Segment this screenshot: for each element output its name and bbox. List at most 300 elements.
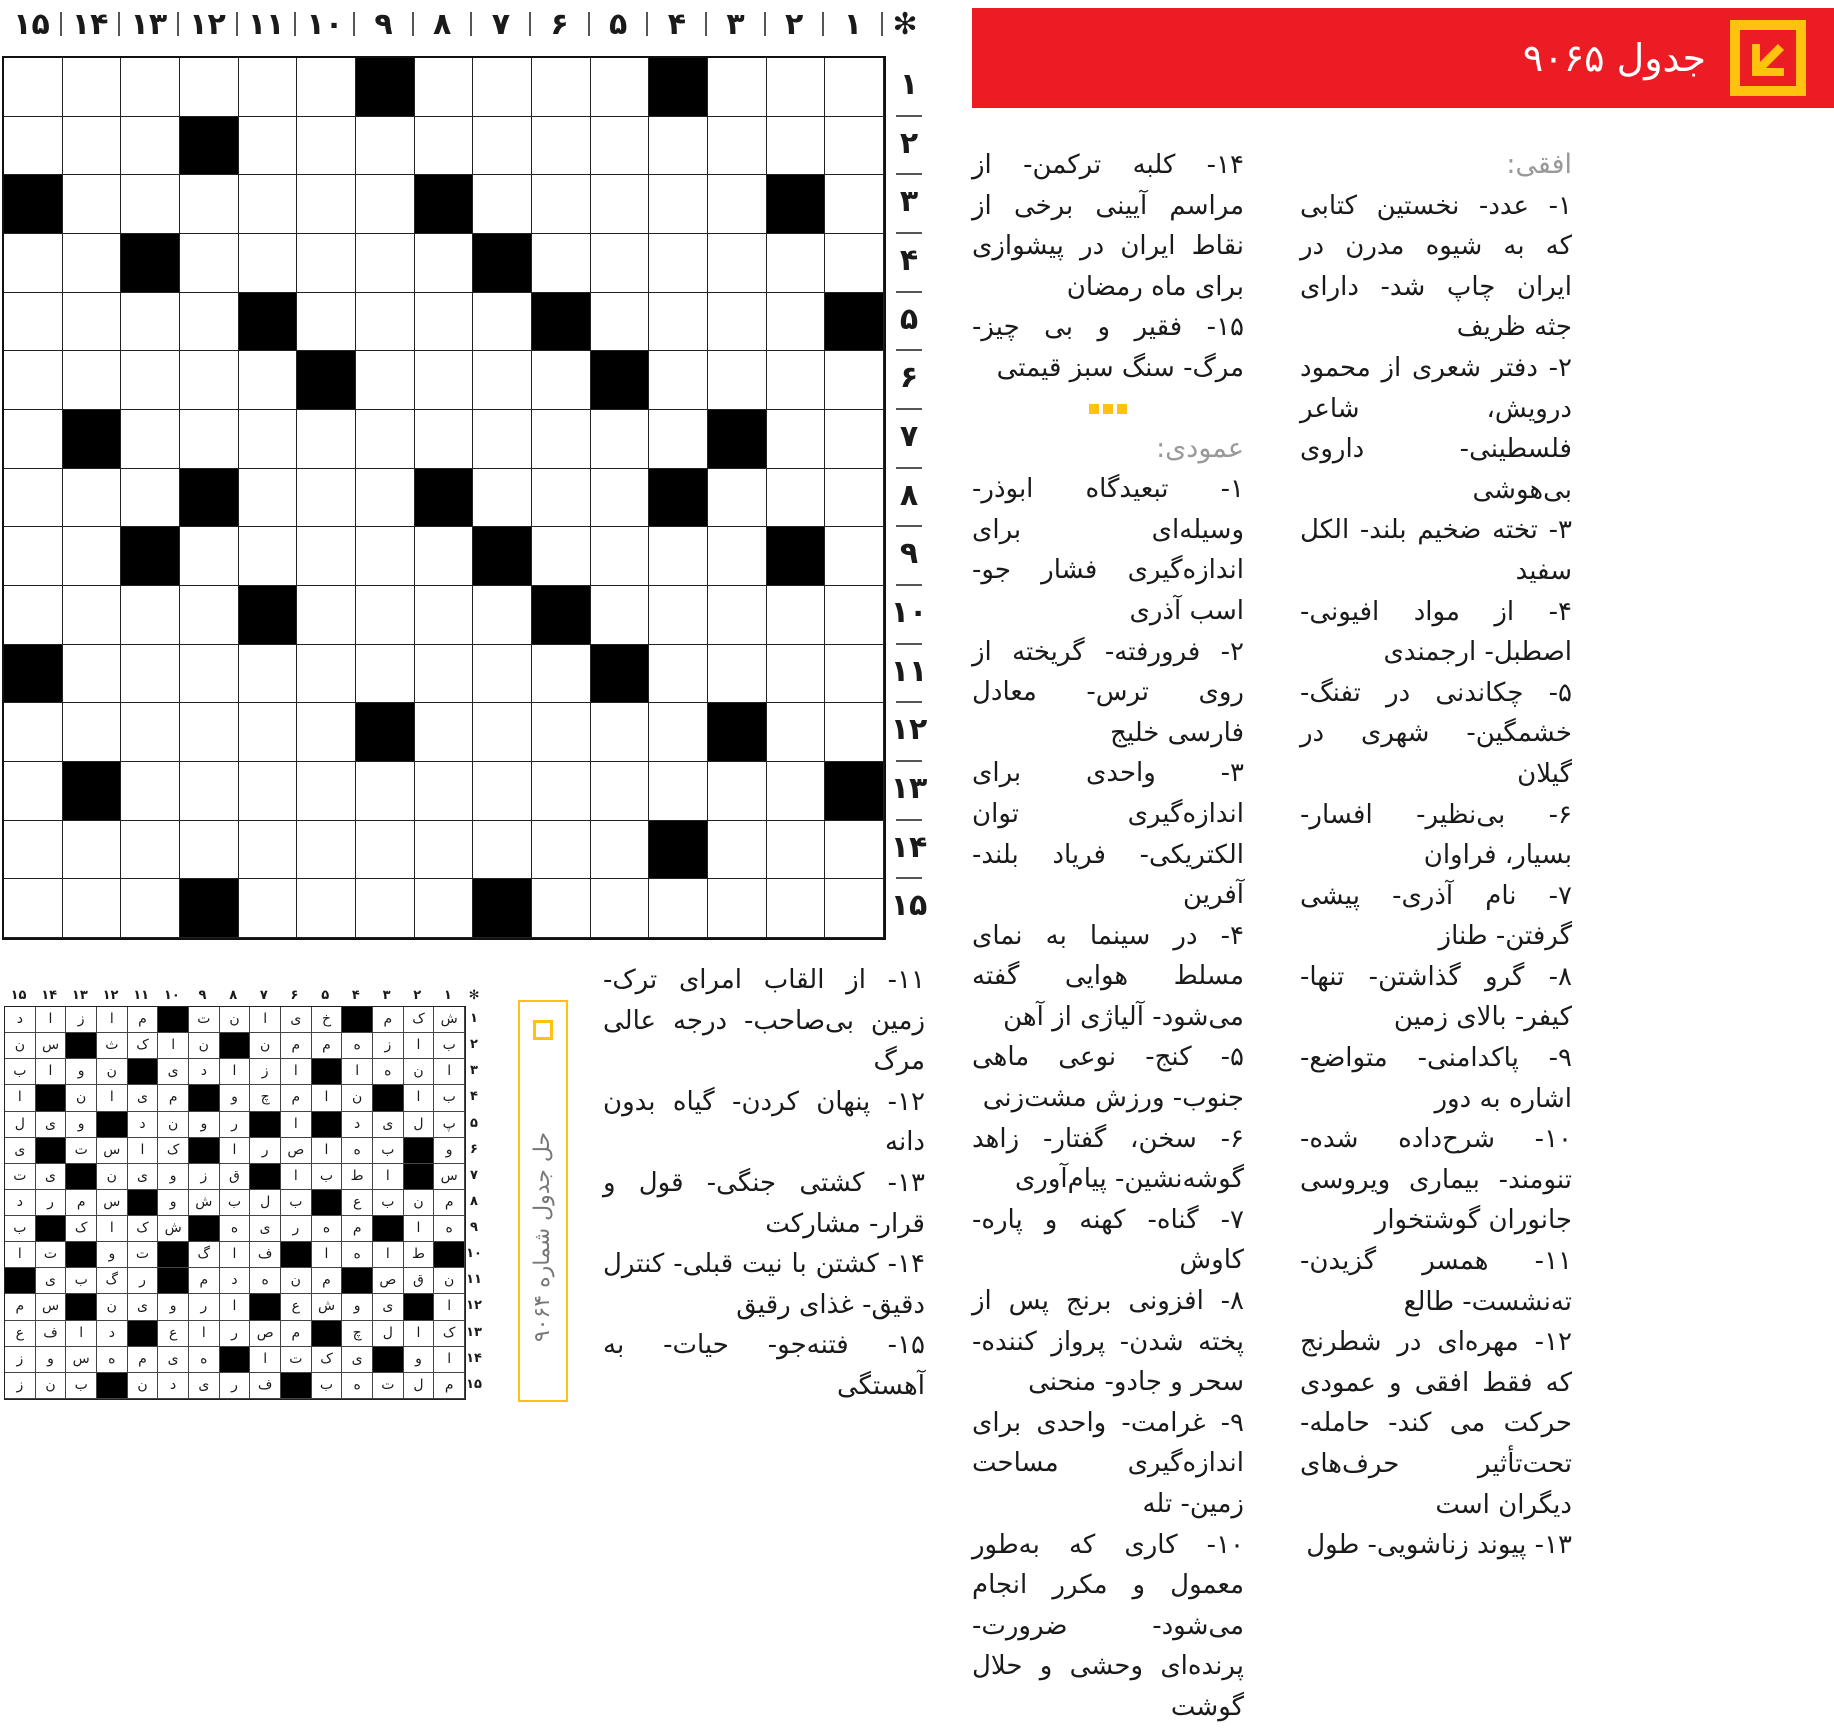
grid-cell[interactable] xyxy=(4,58,63,117)
grid-cell[interactable] xyxy=(591,58,650,117)
grid-cell[interactable] xyxy=(297,645,356,704)
column-number: ۱۵ xyxy=(13,7,50,42)
solution-cell: ب xyxy=(5,1059,36,1085)
solution-cell: ا xyxy=(404,1321,435,1347)
grid-cell[interactable] xyxy=(4,293,63,352)
grid-cell[interactable] xyxy=(356,410,415,469)
grid-cell[interactable] xyxy=(63,821,122,880)
grid-cell[interactable] xyxy=(708,58,767,117)
column-number: ۸ xyxy=(433,7,452,42)
grid-cell[interactable] xyxy=(121,762,180,821)
black-cell xyxy=(649,821,708,880)
grid-cell[interactable] xyxy=(415,703,474,762)
grid-cell[interactable] xyxy=(708,586,767,645)
grid-cell[interactable] xyxy=(415,762,474,821)
grid-cell[interactable] xyxy=(825,117,884,176)
solution-cell: ط xyxy=(404,1242,435,1268)
grid-cell[interactable] xyxy=(649,586,708,645)
grid-cell[interactable] xyxy=(180,410,239,469)
grid-cell[interactable] xyxy=(415,586,474,645)
solution-cell: س xyxy=(36,1033,67,1059)
solution-cell: ق xyxy=(404,1268,435,1294)
grid-cell[interactable] xyxy=(532,879,591,938)
black-cell xyxy=(63,410,122,469)
grid-cell[interactable] xyxy=(63,703,122,762)
row-separator xyxy=(896,291,922,293)
grid-cell[interactable] xyxy=(415,645,474,704)
solution-cell: ش xyxy=(434,1007,465,1033)
grid-cell[interactable] xyxy=(767,645,826,704)
grid-cell[interactable] xyxy=(415,351,474,410)
grid-cell[interactable] xyxy=(121,703,180,762)
grid-cell[interactable] xyxy=(708,351,767,410)
solution-cell: ن xyxy=(250,1033,281,1059)
solution-cell: ا xyxy=(312,1085,343,1111)
grid-cell[interactable] xyxy=(4,821,63,880)
grid-cell[interactable] xyxy=(4,117,63,176)
solution-cell: د xyxy=(342,1112,373,1138)
solution-cell: ا xyxy=(281,1164,312,1190)
grid-cell[interactable] xyxy=(63,645,122,704)
grid-cell[interactable] xyxy=(4,351,63,410)
grid-cell[interactable] xyxy=(4,586,63,645)
grid-cell[interactable] xyxy=(825,645,884,704)
across-heading: افقی: xyxy=(1506,149,1572,180)
grid-cell[interactable] xyxy=(356,586,415,645)
grid-cell[interactable] xyxy=(356,234,415,293)
solution-cell: ر xyxy=(220,1112,251,1138)
grid-cell[interactable] xyxy=(356,879,415,938)
column-number: ۵ xyxy=(609,7,628,42)
grid-cell[interactable] xyxy=(121,410,180,469)
grid-cell[interactable] xyxy=(767,879,826,938)
grid-cell[interactable] xyxy=(297,234,356,293)
black-cell xyxy=(356,58,415,117)
grid-cell[interactable] xyxy=(63,117,122,176)
grid-cell[interactable] xyxy=(356,469,415,528)
grid-cell[interactable] xyxy=(825,469,884,528)
solution-cell: ه xyxy=(250,1268,281,1294)
solution-black-cell xyxy=(158,1007,189,1033)
solution-black-cell xyxy=(342,1007,373,1033)
grid-cell[interactable] xyxy=(63,879,122,938)
grid-cell[interactable] xyxy=(4,410,63,469)
grid-cell[interactable] xyxy=(356,175,415,234)
grid-cell[interactable] xyxy=(767,410,826,469)
grid-cell[interactable] xyxy=(591,469,650,528)
grid-cell[interactable] xyxy=(532,469,591,528)
grid-cell[interactable] xyxy=(473,293,532,352)
solution-cell: ا xyxy=(97,1007,128,1033)
grid-cell[interactable] xyxy=(297,117,356,176)
down-clue: ۱۵- فتنه‌جو- حیات- به آهستگی xyxy=(603,1330,925,1401)
column-number: ۶ xyxy=(550,7,569,42)
grid-cell[interactable] xyxy=(356,117,415,176)
solution-black-cell xyxy=(220,1033,251,1059)
grid-cell[interactable] xyxy=(591,879,650,938)
grid-cell[interactable] xyxy=(825,58,884,117)
solution-cell: ه xyxy=(97,1347,128,1373)
grid-cell[interactable] xyxy=(825,879,884,938)
grid-cell[interactable] xyxy=(180,586,239,645)
grid-cell[interactable] xyxy=(297,293,356,352)
grid-cell[interactable] xyxy=(767,58,826,117)
solution-black-cell xyxy=(250,1112,281,1138)
solution-cell: ت xyxy=(281,1347,312,1373)
grid-cell[interactable] xyxy=(121,175,180,234)
grid-cell[interactable] xyxy=(649,351,708,410)
crossword-grid xyxy=(2,56,886,940)
grid-cell[interactable] xyxy=(473,58,532,117)
solution-cell: ا xyxy=(220,1242,251,1268)
solution-cell: ا xyxy=(66,1321,97,1347)
grid-cell[interactable] xyxy=(767,586,826,645)
grid-cell[interactable] xyxy=(649,117,708,176)
solution-cell: ا xyxy=(434,1294,465,1320)
grid-cell[interactable] xyxy=(473,762,532,821)
column-number-header xyxy=(0,4,940,46)
grid-cell[interactable] xyxy=(239,117,298,176)
grid-cell[interactable] xyxy=(473,586,532,645)
solution-black-cell xyxy=(434,1242,465,1268)
grid-cell[interactable] xyxy=(121,469,180,528)
solution-cell: ه xyxy=(373,1059,404,1085)
solution-cell: ی xyxy=(128,1294,159,1320)
grid-cell[interactable] xyxy=(473,351,532,410)
grid-cell[interactable] xyxy=(121,879,180,938)
grid-cell[interactable] xyxy=(591,821,650,880)
grid-cell[interactable] xyxy=(825,527,884,586)
black-cell xyxy=(532,586,591,645)
grid-cell[interactable] xyxy=(63,175,122,234)
solution-cell: ا xyxy=(281,1059,312,1085)
solution-cell: ب xyxy=(373,1190,404,1216)
grid-cell[interactable] xyxy=(121,117,180,176)
grid-cell[interactable] xyxy=(239,234,298,293)
grid-cell[interactable] xyxy=(239,58,298,117)
row-number: ۷ xyxy=(899,419,919,455)
grid-cell[interactable] xyxy=(4,469,63,528)
grid-cell[interactable] xyxy=(591,293,650,352)
grid-cell[interactable] xyxy=(532,527,591,586)
black-cell xyxy=(473,234,532,293)
row-separator xyxy=(896,525,922,527)
row-number: ۵ xyxy=(899,301,919,337)
row-number: ۸ xyxy=(899,477,919,513)
grid-cell[interactable] xyxy=(297,58,356,117)
grid-cell[interactable] xyxy=(708,234,767,293)
grid-cell[interactable] xyxy=(415,234,474,293)
solution-black-cell xyxy=(128,1059,159,1085)
grid-cell[interactable] xyxy=(591,703,650,762)
solution-cell: ن xyxy=(66,1085,97,1111)
solution-black-cell xyxy=(281,1242,312,1268)
solution-cell: د xyxy=(97,1321,128,1347)
across-clue: ۱۳- پیوند زناشویی- طول xyxy=(1306,1530,1572,1561)
grid-cell[interactable] xyxy=(532,351,591,410)
grid-cell[interactable] xyxy=(591,527,650,586)
grid-cell[interactable] xyxy=(180,645,239,704)
solution-cell: ن xyxy=(189,1033,220,1059)
grid-cell[interactable] xyxy=(649,527,708,586)
grid-cell[interactable] xyxy=(180,234,239,293)
grid-cell[interactable] xyxy=(473,410,532,469)
solution-cell: چ xyxy=(342,1321,373,1347)
grid-cell[interactable] xyxy=(63,293,122,352)
solution-black-cell xyxy=(36,1085,67,1111)
grid-cell[interactable] xyxy=(825,410,884,469)
grid-cell[interactable] xyxy=(532,703,591,762)
grid-cell[interactable] xyxy=(473,175,532,234)
grid-cell[interactable] xyxy=(825,821,884,880)
solution-black-cell xyxy=(66,1242,97,1268)
grid-cell[interactable] xyxy=(239,351,298,410)
grid-cell[interactable] xyxy=(825,234,884,293)
grid-cell[interactable] xyxy=(415,117,474,176)
grid-cell[interactable] xyxy=(767,234,826,293)
solution-cell: ث xyxy=(97,1033,128,1059)
grid-cell[interactable] xyxy=(356,293,415,352)
solution-cell: و xyxy=(189,1112,220,1138)
grid-cell[interactable] xyxy=(591,175,650,234)
grid-cell[interactable] xyxy=(473,703,532,762)
solution-cell: ی xyxy=(36,1112,67,1138)
grid-cell[interactable] xyxy=(473,469,532,528)
grid-cell[interactable] xyxy=(239,703,298,762)
grid-cell[interactable] xyxy=(649,762,708,821)
grid-cell[interactable] xyxy=(297,410,356,469)
solution-cell: ر xyxy=(189,1294,220,1320)
solution-cell: و xyxy=(220,1085,251,1111)
grid-cell[interactable] xyxy=(180,703,239,762)
solution-column-number: ۹ xyxy=(198,988,207,1003)
grid-cell[interactable] xyxy=(180,762,239,821)
across-clue: ۱- عدد- نخستین کتابی که به شیوه مدرن در ایران چاپ شد- دارای جثه ظریف xyxy=(1300,190,1572,343)
black-cell xyxy=(4,645,63,704)
solution-cell: ط xyxy=(342,1164,373,1190)
solution-cell: ب xyxy=(220,1190,251,1216)
grid-cell[interactable] xyxy=(708,293,767,352)
grid-cell[interactable] xyxy=(591,586,650,645)
solution-cell: ل xyxy=(250,1190,281,1216)
solution-cell: ر xyxy=(220,1321,251,1347)
grid-cell[interactable] xyxy=(532,762,591,821)
grid-cell[interactable] xyxy=(767,293,826,352)
column-separator xyxy=(118,12,120,36)
column-separator xyxy=(764,12,766,36)
grid-cell[interactable] xyxy=(121,586,180,645)
grid-cell[interactable] xyxy=(473,821,532,880)
grid-cell[interactable] xyxy=(239,879,298,938)
row-number: ۱ xyxy=(899,67,919,102)
down-clue: ۱۲- پنهان کردن- گیاه بدون دانه xyxy=(603,1086,925,1158)
across-clue: ۹- پاکدامنی- متواضع- اشاره به دور xyxy=(1300,1043,1572,1114)
column-separator xyxy=(177,12,179,36)
black-cell xyxy=(180,469,239,528)
grid-cell[interactable] xyxy=(708,469,767,528)
grid-cell[interactable] xyxy=(532,645,591,704)
grid-cell[interactable] xyxy=(356,527,415,586)
down-clue: ۱- تبعیدگاه ابوذر- وسیله‌ای برای اندازه‌گیری فشار جو- اسب آذری xyxy=(972,474,1244,626)
grid-cell[interactable] xyxy=(649,703,708,762)
grid-cell[interactable] xyxy=(708,175,767,234)
grid-cell[interactable] xyxy=(297,879,356,938)
grid-cell[interactable] xyxy=(356,351,415,410)
grid-cell[interactable] xyxy=(180,58,239,117)
solution-cell: ا xyxy=(220,1294,251,1320)
across-clue: ۱۴- کلبه ترکمن- از مراسم آیینی برخی از نقاط ایران در پیشوازی برای ماه رمضان xyxy=(972,150,1244,302)
grid-cell[interactable] xyxy=(591,762,650,821)
grid-cell[interactable] xyxy=(767,117,826,176)
grid-cell[interactable] xyxy=(239,527,298,586)
grid-cell[interactable] xyxy=(767,762,826,821)
solution-row-number: ۵ xyxy=(470,1115,478,1131)
grid-cell[interactable] xyxy=(180,175,239,234)
solution-cell: ک xyxy=(158,1138,189,1164)
grid-cell[interactable] xyxy=(473,645,532,704)
grid-cell[interactable] xyxy=(649,293,708,352)
solution-column-number: ۱۲ xyxy=(102,988,119,1003)
grid-cell[interactable] xyxy=(239,469,298,528)
solution-cell: م xyxy=(342,1216,373,1242)
grid-cell[interactable] xyxy=(239,175,298,234)
column-separator xyxy=(646,12,648,36)
grid-cell[interactable] xyxy=(415,821,474,880)
grid-cell[interactable] xyxy=(708,117,767,176)
grid-cell[interactable] xyxy=(121,351,180,410)
grid-cell[interactable] xyxy=(4,527,63,586)
grid-cell[interactable] xyxy=(767,821,826,880)
grid-cell[interactable] xyxy=(591,117,650,176)
grid-cell[interactable] xyxy=(121,821,180,880)
grid-cell[interactable] xyxy=(532,821,591,880)
grid-cell[interactable] xyxy=(532,234,591,293)
grid-cell[interactable] xyxy=(63,58,122,117)
grid-cell[interactable] xyxy=(4,703,63,762)
column-separator xyxy=(705,12,707,36)
solution-black-cell xyxy=(250,1294,281,1320)
grid-cell[interactable] xyxy=(767,703,826,762)
solution-cell: ن xyxy=(220,1007,251,1033)
grid-cell[interactable] xyxy=(63,586,122,645)
grid-cell[interactable] xyxy=(532,58,591,117)
solution-cell: ش xyxy=(158,1216,189,1242)
grid-cell[interactable] xyxy=(708,762,767,821)
grid-cell[interactable] xyxy=(415,527,474,586)
grid-cell[interactable] xyxy=(356,762,415,821)
black-cell xyxy=(415,469,474,528)
black-cell xyxy=(649,469,708,528)
solution-cell: ه xyxy=(342,1373,373,1399)
grid-cell[interactable] xyxy=(532,410,591,469)
grid-cell[interactable] xyxy=(767,469,826,528)
grid-cell[interactable] xyxy=(825,703,884,762)
grid-cell[interactable] xyxy=(825,351,884,410)
solution-cell: ز xyxy=(5,1373,36,1399)
grid-cell[interactable] xyxy=(649,175,708,234)
grid-cell[interactable] xyxy=(297,703,356,762)
solution-cell: ا xyxy=(189,1321,220,1347)
grid-cell[interactable] xyxy=(708,645,767,704)
solution-cell: ه xyxy=(220,1216,251,1242)
grid-cell[interactable] xyxy=(649,234,708,293)
grid-cell[interactable] xyxy=(532,175,591,234)
grid-cell[interactable] xyxy=(239,645,298,704)
grid-cell[interactable] xyxy=(649,645,708,704)
grid-cell[interactable] xyxy=(121,645,180,704)
down-clue: ۱۰- کاری که به‌طور معمول و مکرر انجام می‌شود- ضرورت- پرنده‌ای وحشی و حلال گوشت xyxy=(972,1529,1244,1722)
grid-cell[interactable] xyxy=(649,879,708,938)
across-clue: ۱۵- فقیر و بی چیز- مرگ- سنگ سبز قیمتی xyxy=(972,312,1244,383)
grid-cell[interactable] xyxy=(825,586,884,645)
grid-cell[interactable] xyxy=(180,821,239,880)
grid-cell[interactable] xyxy=(180,293,239,352)
grid-cell[interactable] xyxy=(297,762,356,821)
grid-cell[interactable] xyxy=(180,351,239,410)
grid-cell[interactable] xyxy=(297,469,356,528)
grid-cell[interactable] xyxy=(473,117,532,176)
grid-cell[interactable] xyxy=(63,469,122,528)
row-separator xyxy=(896,408,922,410)
solution-row-number: ۶ xyxy=(470,1141,478,1157)
grid-cell[interactable] xyxy=(4,234,63,293)
solution-cell: ی xyxy=(158,1059,189,1085)
grid-cell[interactable] xyxy=(415,293,474,352)
grid-cell[interactable] xyxy=(356,821,415,880)
solution-cell: ک xyxy=(312,1347,343,1373)
grid-cell[interactable] xyxy=(591,410,650,469)
grid-cell[interactable] xyxy=(825,175,884,234)
grid-cell[interactable] xyxy=(4,762,63,821)
solution-column-number: ۷ xyxy=(259,988,268,1003)
grid-cell[interactable] xyxy=(415,58,474,117)
grid-cell[interactable] xyxy=(63,527,122,586)
solution-cell: ا xyxy=(404,1216,435,1242)
grid-cell[interactable] xyxy=(415,879,474,938)
grid-cell[interactable] xyxy=(297,821,356,880)
column-number: ۱۳ xyxy=(130,7,168,42)
grid-cell[interactable] xyxy=(121,58,180,117)
grid-cell[interactable] xyxy=(356,645,415,704)
solution-cell: ک xyxy=(128,1216,159,1242)
row-number: ۱۵ xyxy=(890,888,928,924)
grid-cell[interactable] xyxy=(297,527,356,586)
grid-cell[interactable] xyxy=(591,234,650,293)
grid-cell[interactable] xyxy=(708,821,767,880)
row-separator xyxy=(896,349,922,351)
grid-cell[interactable] xyxy=(297,586,356,645)
solution-cell: ن xyxy=(158,1112,189,1138)
grid-cell[interactable] xyxy=(297,175,356,234)
grid-cell[interactable] xyxy=(708,527,767,586)
grid-cell[interactable] xyxy=(121,293,180,352)
grid-cell[interactable] xyxy=(415,410,474,469)
grid-cell[interactable] xyxy=(180,527,239,586)
grid-cell[interactable] xyxy=(63,234,122,293)
grid-cell[interactable] xyxy=(239,762,298,821)
grid-cell[interactable] xyxy=(239,410,298,469)
solution-cell: ا xyxy=(36,1059,67,1085)
grid-cell[interactable] xyxy=(708,879,767,938)
grid-cell[interactable] xyxy=(239,821,298,880)
grid-cell[interactable] xyxy=(649,410,708,469)
grid-cell[interactable] xyxy=(532,117,591,176)
column-separator xyxy=(822,12,824,36)
solution-cell: ن xyxy=(97,1294,128,1320)
grid-cell[interactable] xyxy=(767,351,826,410)
grid-cell[interactable] xyxy=(4,879,63,938)
grid-cell[interactable] xyxy=(63,351,122,410)
